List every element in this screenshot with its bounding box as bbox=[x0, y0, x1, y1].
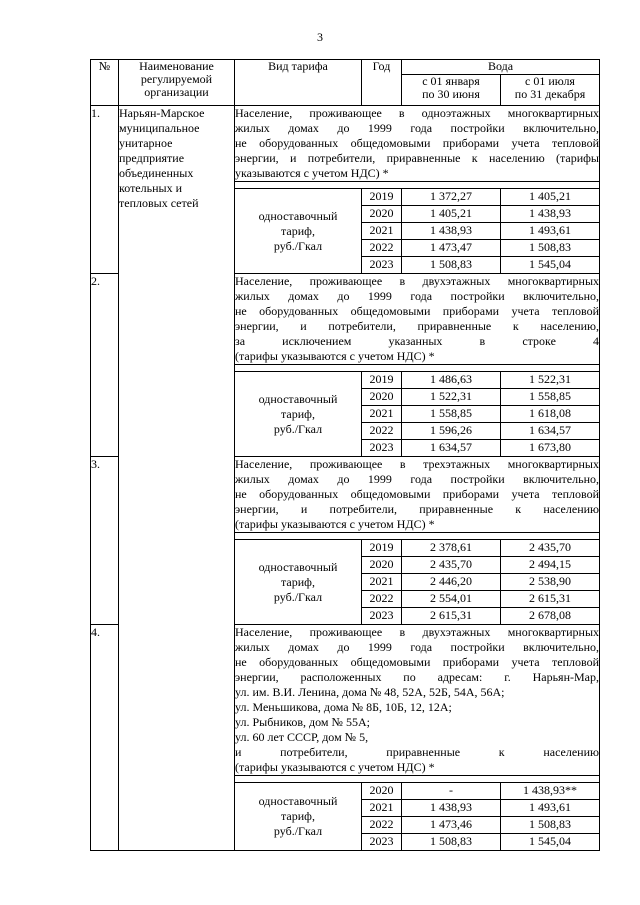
value-first-half: 2 435,70 bbox=[402, 557, 501, 574]
tariff-label-line: тариф, bbox=[281, 809, 315, 823]
value-first-half: 1 438,93 bbox=[402, 800, 501, 817]
tariff-label-line: тариф, bbox=[281, 406, 315, 421]
value-first-half: 1 486,63 bbox=[402, 372, 501, 389]
value-first-half: 1 473,47 bbox=[402, 240, 501, 257]
year-cell: 2022 bbox=[362, 817, 402, 834]
description-line: не оборудованных общедомовыми приборами учета тепловой bbox=[235, 304, 599, 318]
description-line: ул. им. В.И. Ленина, дома № 48, 52А, 52Б, 54А, 56А; bbox=[235, 685, 505, 699]
value-second-half: 1 522,31 bbox=[501, 372, 600, 389]
tariff-label bbox=[235, 540, 362, 625]
tariff-label bbox=[235, 372, 362, 457]
header-period-2-line: по 31 декабря bbox=[514, 87, 586, 101]
year-cell: 2021 bbox=[362, 800, 402, 817]
spacer-cell bbox=[235, 182, 600, 189]
tariff-table bbox=[90, 59, 600, 851]
value-second-half: 1 673,80 bbox=[501, 440, 600, 457]
header-org-line: регулируемой bbox=[140, 72, 213, 86]
section-number: 3. bbox=[91, 457, 119, 625]
description-line: не оборудованных общедомовыми приборами учета тепловой bbox=[235, 487, 599, 501]
description-line: не оборудованных общедомовыми приборами учета тепловой bbox=[235, 136, 599, 150]
description-line: жилых домах до 1999 года постройки включительно, bbox=[235, 640, 599, 654]
value-first-half: 1 372,27 bbox=[402, 189, 501, 206]
year-cell: 2023 bbox=[362, 440, 402, 457]
description-line: ул. 60 лет СССР, дом № 5, bbox=[235, 730, 369, 744]
year-cell: 2021 bbox=[362, 223, 402, 240]
year-cell: 2019 bbox=[362, 372, 402, 389]
header-org bbox=[119, 60, 235, 106]
header-water: Вода bbox=[402, 60, 600, 75]
value-first-half: - bbox=[402, 783, 501, 800]
value-second-half: 2 435,70 bbox=[501, 540, 600, 557]
value-second-half: 1 545,04 bbox=[501, 257, 600, 274]
value-first-half: 2 554,01 bbox=[402, 591, 501, 608]
tariff-label-line: одноставочный bbox=[258, 794, 338, 808]
organization-line: тепловых сетей bbox=[119, 196, 199, 210]
tariff-label bbox=[235, 189, 362, 274]
description-line: Население, проживающее в двухэтажных многоквартирных bbox=[235, 274, 599, 288]
tariff-label-line: одноставочный bbox=[258, 208, 338, 223]
year-cell: 2023 bbox=[362, 608, 402, 625]
year-cell: 2022 bbox=[362, 591, 402, 608]
section-description-row bbox=[91, 106, 600, 182]
year-cell: 2022 bbox=[362, 423, 402, 440]
header-period-2-line: с 01 июля bbox=[525, 74, 575, 88]
value-first-half: 2 446,20 bbox=[402, 574, 501, 591]
value-second-half: 1 405,21 bbox=[501, 189, 600, 206]
value-second-half: 1 558,85 bbox=[501, 389, 600, 406]
organization-line: предприятие bbox=[119, 151, 185, 165]
description-line: ул. Рыбников, дом № 55А; bbox=[235, 715, 370, 729]
description-line: жилых домах до 1999 года постройки включительно, bbox=[235, 289, 599, 303]
header-year: Год bbox=[362, 60, 402, 106]
organization-line: унитарное bbox=[119, 136, 173, 150]
description-line: и потребители, приравненные к населению bbox=[235, 745, 599, 759]
description-line: Население, проживающее в трехэтажных многоквартирных bbox=[235, 457, 599, 471]
tariff-label-line: руб./Гкал bbox=[273, 824, 323, 838]
year-cell: 2021 bbox=[362, 406, 402, 423]
header-period-2 bbox=[501, 75, 600, 106]
value-first-half: 1 508,83 bbox=[402, 834, 501, 851]
tariff-label-line: одноставочный bbox=[258, 559, 338, 574]
tariff-label-line: одноставочный bbox=[258, 391, 338, 406]
value-second-half: 1 618,08 bbox=[501, 406, 600, 423]
spacer-cell bbox=[235, 365, 600, 372]
description-line: Население, проживающее в двухэтажных многоквартирных bbox=[235, 625, 599, 639]
header-period-1-line: с 01 января bbox=[422, 74, 480, 88]
spacer-cell bbox=[235, 776, 600, 783]
description-line: Население, проживающее в одноэтажных многоквартирных bbox=[235, 106, 599, 120]
organization-line: муниципальное bbox=[119, 121, 200, 135]
organization-name bbox=[119, 106, 235, 851]
organization-line: котельных и bbox=[119, 181, 182, 195]
year-cell: 2019 bbox=[362, 189, 402, 206]
value-first-half: 1 596,26 bbox=[402, 423, 501, 440]
tariff-label-line: тариф, bbox=[281, 223, 315, 238]
header-org-line: Наименование bbox=[139, 59, 214, 73]
value-second-half: 1 493,61 bbox=[501, 800, 600, 817]
value-second-half: 1 438,93** bbox=[501, 783, 600, 800]
description-line: ул. Меньшикова, дома № 8Б, 10Б, 12, 12А; bbox=[235, 700, 452, 714]
description-line: указываются с учетом НДС) * bbox=[235, 166, 389, 180]
tariff-label-line: руб./Гкал bbox=[273, 589, 323, 604]
year-cell: 2019 bbox=[362, 540, 402, 557]
description-line: энергии, и потребители, приравненные к населению, bbox=[235, 319, 599, 333]
section-number: 1. bbox=[91, 106, 119, 274]
description-line: (тарифы указываются с учетом НДС) * bbox=[235, 517, 435, 531]
organization-line: Нарьян-Марское bbox=[119, 106, 205, 120]
description-line: (тарифы указываются с учетом НДС) * bbox=[235, 760, 435, 774]
value-second-half: 1 508,83 bbox=[501, 240, 600, 257]
year-cell: 2022 bbox=[362, 240, 402, 257]
value-first-half: 1 405,21 bbox=[402, 206, 501, 223]
year-cell: 2023 bbox=[362, 834, 402, 851]
value-second-half: 1 438,93 bbox=[501, 206, 600, 223]
description-line: энергии, и потребители, приравненные к населению bbox=[235, 502, 599, 516]
value-second-half: 1 545,04 bbox=[501, 834, 600, 851]
description-line: энергии, расположенных по адресам: г. Нарьян-Мар, bbox=[235, 670, 599, 684]
header-tariff-type: Вид тарифа bbox=[235, 60, 362, 106]
value-first-half: 1 634,57 bbox=[402, 440, 501, 457]
section-number: 2. bbox=[91, 274, 119, 457]
value-second-half: 2 615,31 bbox=[501, 591, 600, 608]
year-cell: 2023 bbox=[362, 257, 402, 274]
year-cell: 2020 bbox=[362, 206, 402, 223]
value-first-half: 1 438,93 bbox=[402, 223, 501, 240]
tariff-label bbox=[235, 783, 362, 851]
value-first-half: 2 378,61 bbox=[402, 540, 501, 557]
value-first-half: 1 473,46 bbox=[402, 817, 501, 834]
tariff-label-line: руб./Гкал bbox=[273, 421, 323, 436]
value-second-half: 1 508,83 bbox=[501, 817, 600, 834]
header-org-line: организации bbox=[144, 85, 209, 99]
header-period-1-line: по 30 июня bbox=[422, 87, 480, 101]
organization-line: объединенных bbox=[119, 166, 194, 180]
value-second-half: 1 634,57 bbox=[501, 423, 600, 440]
section-number: 4. bbox=[91, 625, 119, 851]
consumer-description bbox=[235, 625, 600, 776]
year-cell: 2020 bbox=[362, 783, 402, 800]
description-line: не оборудованных общедомовыми приборами учета тепловой bbox=[235, 655, 599, 669]
year-cell: 2021 bbox=[362, 574, 402, 591]
tariff-label-line: руб./Гкал bbox=[273, 238, 323, 253]
description-line: (тарифы указываются с учетом НДС) * bbox=[235, 349, 435, 363]
value-first-half: 1 558,85 bbox=[402, 406, 501, 423]
description-line: за исключением указанных в строке 4 bbox=[235, 334, 599, 348]
spacer-cell bbox=[235, 533, 600, 540]
value-second-half: 1 493,61 bbox=[501, 223, 600, 240]
value-second-half: 2 678,08 bbox=[501, 608, 600, 625]
value-second-half: 2 538,90 bbox=[501, 574, 600, 591]
description-line: жилых домах до 1999 года постройки включительно, bbox=[235, 472, 599, 486]
value-second-half: 2 494,15 bbox=[501, 557, 600, 574]
header-row bbox=[91, 60, 600, 75]
value-first-half: 1 522,31 bbox=[402, 389, 501, 406]
consumer-description bbox=[235, 274, 600, 365]
year-cell: 2020 bbox=[362, 557, 402, 574]
page-number: 3 bbox=[317, 30, 323, 44]
tariff-label-line: тариф, bbox=[281, 574, 315, 589]
consumer-description bbox=[235, 106, 600, 182]
consumer-description bbox=[235, 457, 600, 533]
year-cell: 2020 bbox=[362, 389, 402, 406]
value-first-half: 1 508,83 bbox=[402, 257, 501, 274]
description-line: жилых домах до 1999 года постройки включительно, bbox=[235, 121, 599, 135]
header-period-1 bbox=[402, 75, 501, 106]
description-line: энергии, и потребители, приравненные к населению (тарифы bbox=[235, 151, 599, 165]
value-first-half: 2 615,31 bbox=[402, 608, 501, 625]
header-num: № bbox=[91, 60, 119, 106]
